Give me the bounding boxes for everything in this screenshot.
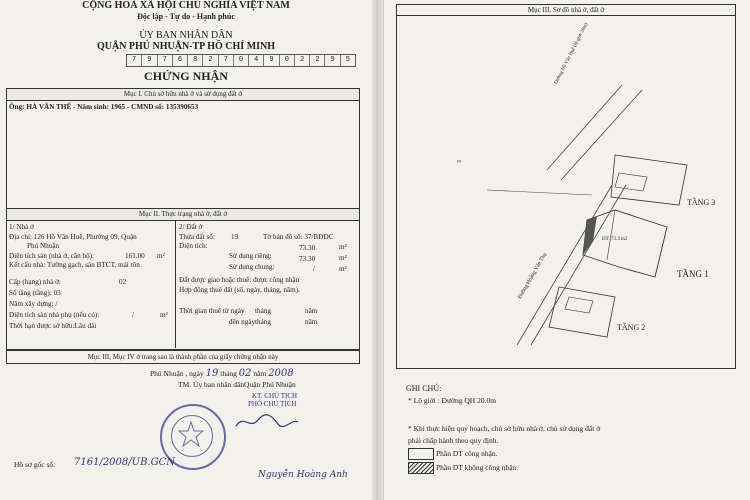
serial-digit: 7 — [127, 55, 142, 66]
section-2-box — [6, 208, 360, 350]
grade-label: Cấp (hạng) nhà ở: — [9, 278, 61, 286]
section-3-box — [396, 4, 736, 369]
notes-title: GHI CHÚ: — [406, 384, 442, 393]
signature-scribble — [232, 412, 302, 432]
lease-from-month: tháng — [255, 307, 271, 315]
serial-digit: 7 — [158, 55, 173, 66]
floor-area-value: 161.00 — [125, 252, 145, 260]
street-ho-van-hue-label: Đường Hồ Văn Huê (lộ giới 20m) — [554, 22, 590, 86]
legend-unrecognized: Phần DT không công nhận. — [436, 463, 519, 472]
legend-recognized: Phần DT công nhận. — [436, 449, 498, 458]
lease-to-year: năm — [305, 318, 318, 326]
floor-area-label: Diện tích sàn (nhà ở, căn hộ): — [9, 252, 95, 260]
kt-chairman: KT. CHỦ TỊCH — [252, 392, 298, 400]
plot-value: 19 — [231, 233, 239, 241]
section-1-heading: Mục I. Chủ sở hữu nhà ở và sử dụng đất ở — [7, 89, 359, 101]
serial-digit: 2 — [310, 55, 325, 66]
floor-area-unit: m² — [157, 252, 165, 260]
month-label: tháng — [220, 369, 237, 378]
serial-digit: 8 — [188, 55, 203, 66]
legend-unrecognized-swatch — [408, 462, 434, 474]
floors: Số tầng (tầng): 03 — [9, 289, 61, 297]
structure: Kết cấu nhà: Tường gạch, sàn BTCT, mái tôn — [9, 261, 140, 269]
place-prefix: Phú Nhuận , ngày — [150, 369, 204, 378]
area-label: Diện tích: — [179, 242, 208, 250]
authority-line-2: QUẬN PHÚ NHUẬN-TP HỒ CHÍ MINH — [96, 41, 276, 52]
shared-area-label: Diện tích sàn nhà phụ (nếu có): — [9, 311, 100, 319]
serial-digit: 0 — [234, 55, 249, 66]
lease-contract: Hợp đồng thuê đất (số, ngày, tháng, năm). — [179, 286, 300, 294]
section-3-note: Mục III, Mục IV ở trang sau là thành phần của giấy chứng nhận này — [87, 353, 279, 361]
legend-recognized-swatch — [408, 448, 434, 460]
year-label: năm — [253, 369, 267, 378]
date-day: 19 — [205, 368, 219, 379]
serial-digit: 4 — [249, 55, 264, 66]
date-year: 2008 — [268, 368, 294, 379]
to-date: đến ngày — [229, 318, 256, 326]
file-number-value: 7161/2008/UB.GCN — [74, 457, 175, 468]
serial-digit: 9 — [142, 55, 157, 66]
address: Địa chỉ: 126 Hồ Văn Huê, Phường 09, Quận — [9, 233, 137, 241]
note-planning-cont: phải chấp hành theo quy định. — [408, 436, 499, 445]
map-sheet: Tờ bản đồ số: 37/BĐĐC — [263, 233, 334, 241]
floor-2-label: TẦNG 2 — [617, 323, 646, 332]
plot-label: Thửa đất số: — [179, 233, 215, 241]
common-unit: m² — [339, 265, 347, 273]
serial-digit: 7 — [219, 55, 234, 66]
private-value: 73.30 — [299, 255, 316, 263]
house-heading: 1/ Nhà ở — [9, 223, 34, 231]
common-value: / — [313, 265, 315, 273]
note-road-width: * Lộ giới : Đường QH 20.0m — [408, 396, 497, 405]
street-hoang-van-thu-label: Đường Hoàng Văn Thụ — [517, 251, 549, 300]
signer-name: Nguyễn Hoàng Anh — [258, 470, 348, 480]
front-page — [0, 0, 372, 500]
lease-from-year: năm — [305, 307, 318, 315]
private-label: Sử dụng riêng: — [229, 252, 272, 260]
nation-title: CỘNG HOÀ XÃ HỘI CHỦ NGHĨA VIỆT NAM — [82, 0, 290, 11]
shared-area-value: / — [132, 311, 134, 319]
vice-chairman: PHÓ CHỦ TỊCH — [248, 400, 297, 408]
serial-digit: 2 — [295, 55, 310, 66]
place-date — [150, 368, 294, 379]
shared-area-unit: m² — [160, 311, 168, 319]
page-gutter — [372, 0, 383, 500]
lease-to-month: tháng — [255, 318, 271, 326]
address-cont: Phú Nhuận — [27, 242, 60, 250]
authority-line-1: ỦY BAN NHÂN DÂN — [139, 30, 233, 41]
year-built: Năm xây dựng: / — [9, 300, 58, 308]
section-1-box — [6, 88, 360, 210]
date-month: 02 — [238, 368, 252, 379]
grade-value: 02 — [119, 278, 127, 286]
serial-digit: 9 — [264, 55, 279, 66]
serial-digit: 0 — [280, 55, 295, 66]
plot-area-label: DT: 73.3 m2 — [602, 237, 628, 242]
common-label: Sử dụng chung: — [229, 263, 275, 271]
floor-3-label: TẦNG 3 — [687, 198, 716, 207]
area-value: 73.30 — [299, 244, 316, 252]
floor-1-label: TẦNG 1 — [677, 269, 709, 279]
serial-digit: 5 — [345, 56, 350, 64]
svg-text:∞: ∞ — [457, 159, 462, 165]
serial-digit: 2 — [203, 55, 218, 66]
file-number-label: Hồ sơ gốc số: — [14, 460, 56, 469]
section-2-heading: Mục II. Thực trạng nhà ở, đất ở — [7, 209, 359, 221]
ownership-term: Thời hạn được sở hữu:Lâu dài — [9, 322, 97, 330]
section-3-note-box — [6, 350, 360, 364]
serial-number — [126, 54, 356, 67]
motto: Độc lập - Tự do - Hạnh phúc — [137, 12, 235, 21]
section-3-heading: Mục III. Sơ đồ nhà ở, đất ở — [397, 5, 735, 16]
private-unit: m² — [339, 254, 347, 262]
back-page — [383, 0, 746, 500]
certificate-title: CHỨNG NHẬN — [144, 69, 228, 83]
section-2-divider — [175, 221, 176, 348]
land-heading: 2/ Đất ở — [179, 223, 203, 231]
note-planning: * Khi thực hiện quy hoạch, chủ sở hữu nhà ở, chủ sử dụng đất ở — [408, 424, 601, 433]
lease-time: Thời gian thuê từ ngày — [179, 307, 245, 315]
area-unit: m² — [339, 243, 347, 251]
serial-digit: 9 — [325, 55, 340, 66]
serial-digit: 6 — [173, 55, 188, 66]
owner-line: Ông: HÀ VĂN THẾ - Năm sinh: 1965 - CMND số: 135390653 — [9, 103, 199, 111]
on-behalf: TM. Ủy ban nhân dânQuận Phú Nhuận — [178, 380, 296, 389]
land-origin: Đất được giao hoặc thuê: được công nhận — [179, 276, 300, 284]
